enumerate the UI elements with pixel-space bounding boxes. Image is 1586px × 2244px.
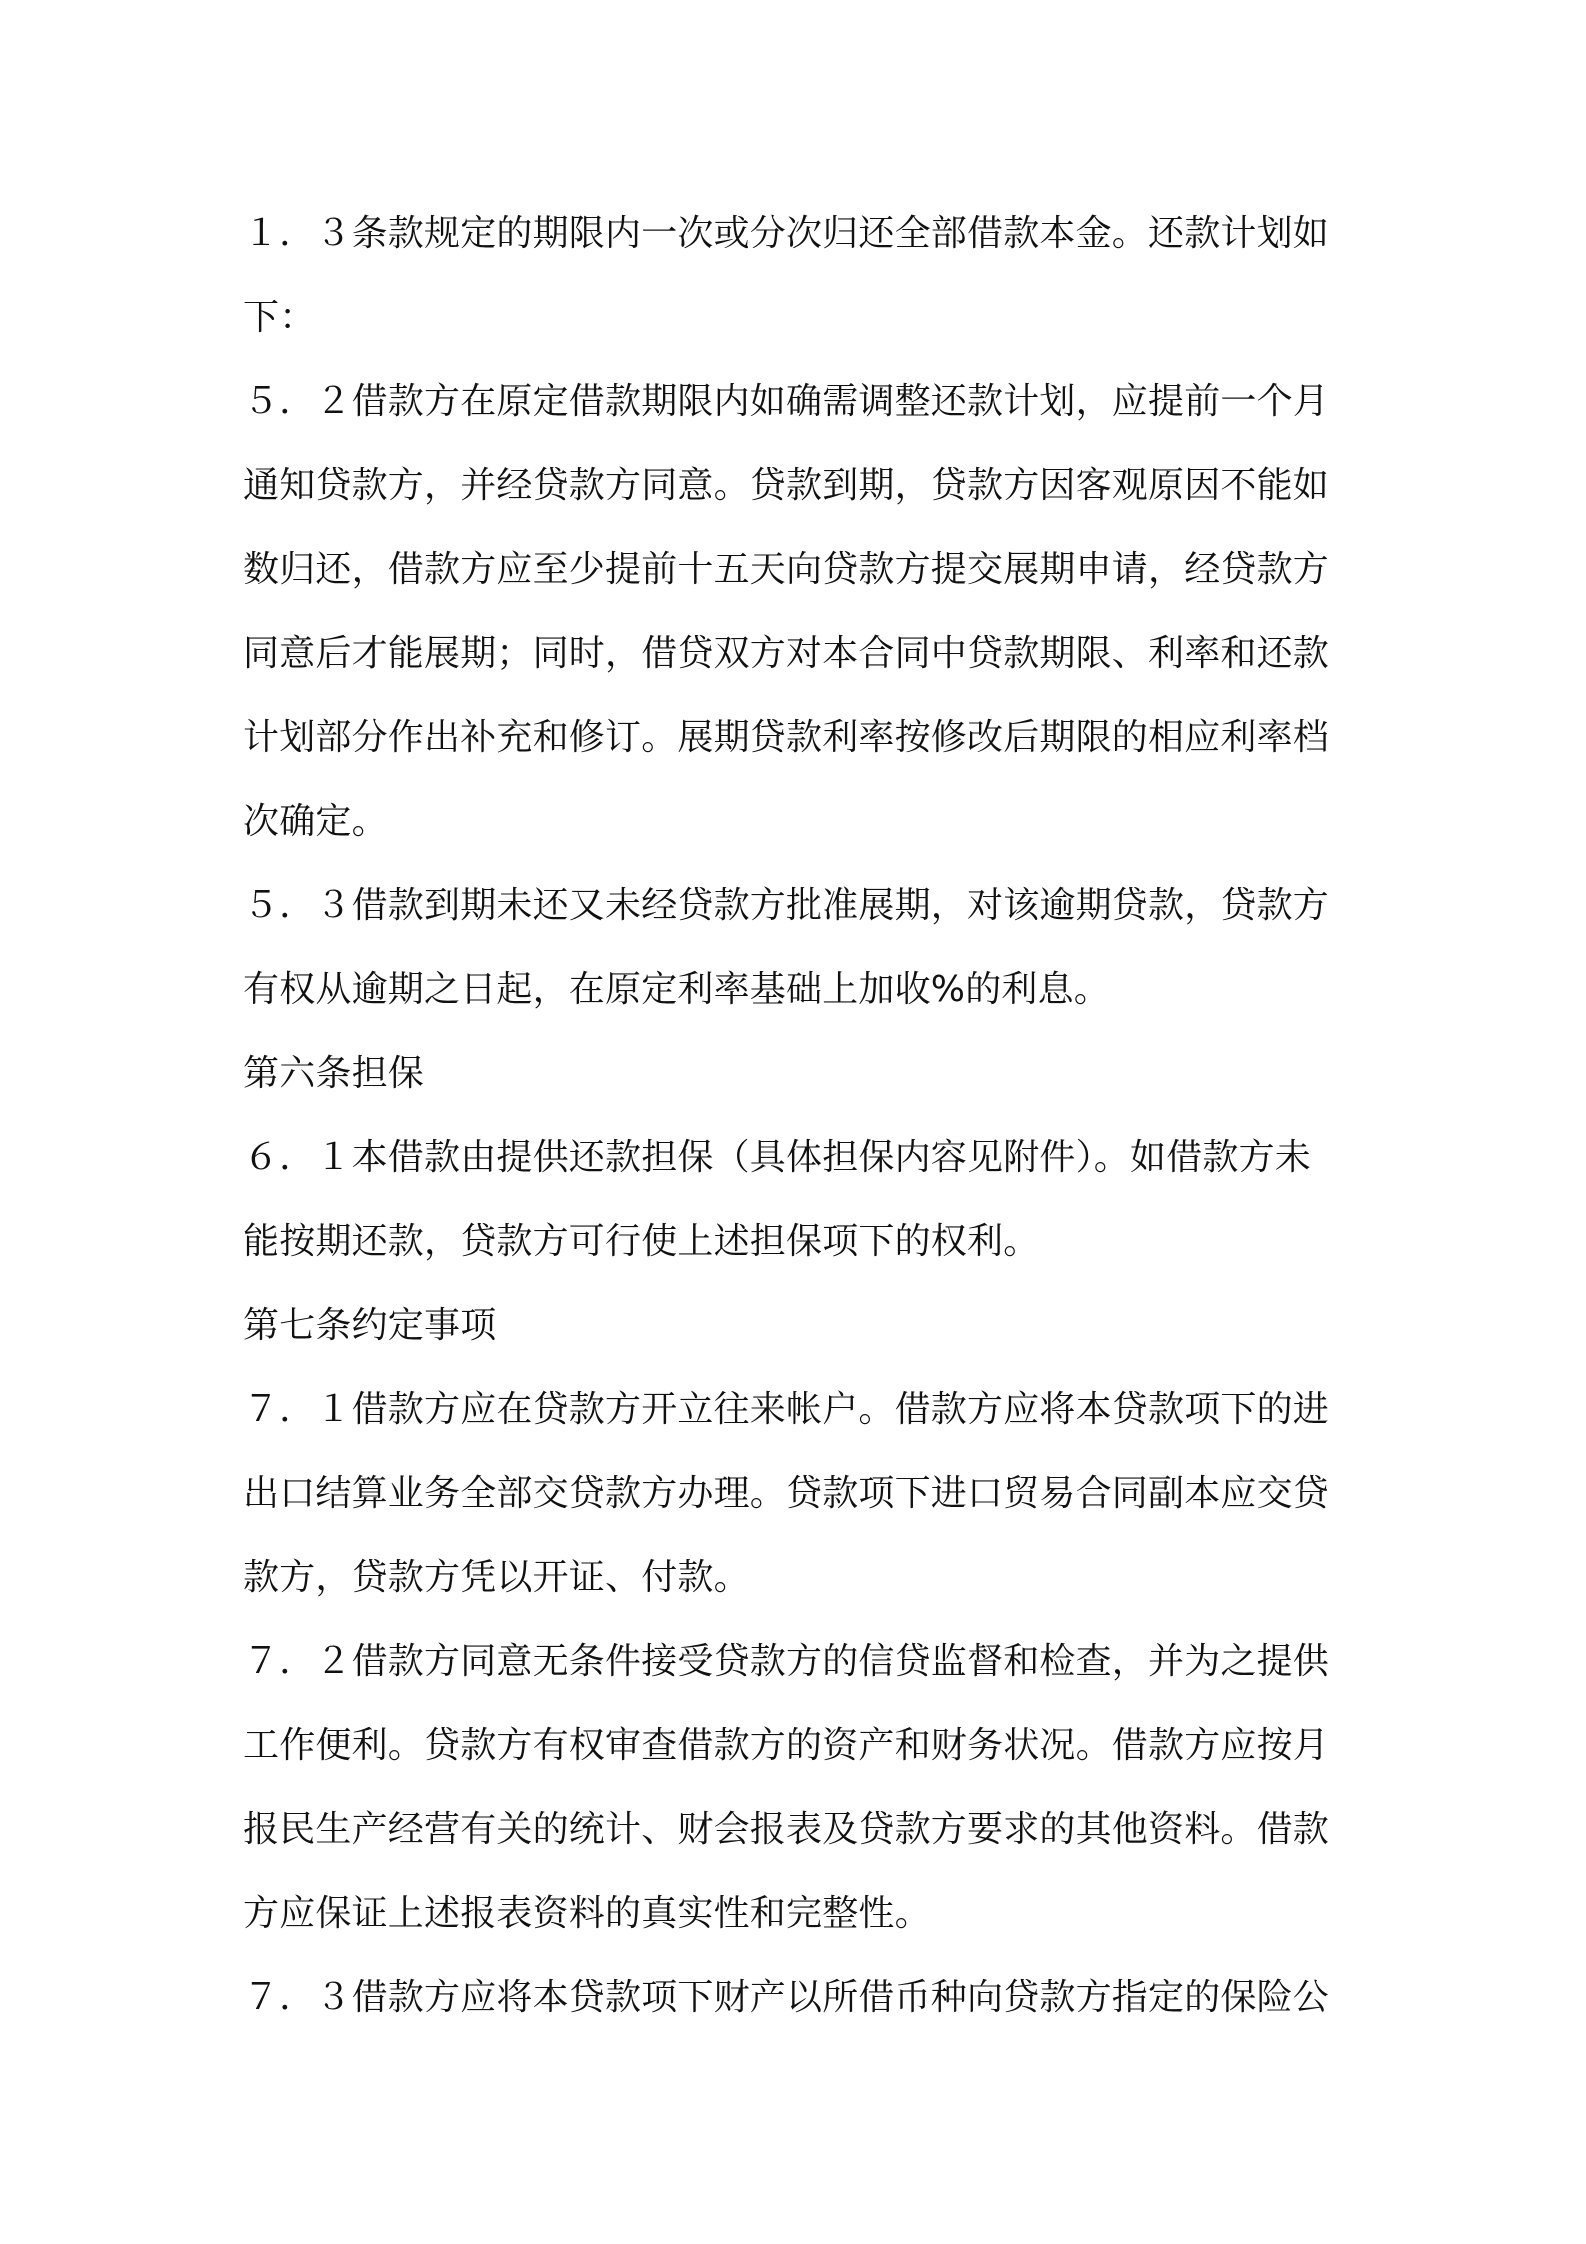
text-line: 计划部分作出补充和修订。展期贷款利率按修改后期限的相应利率档 xyxy=(243,717,1330,758)
text-line: 出口结算业务全部交贷款方办理。贷款项下进口贸易合同副本应交贷 xyxy=(243,1473,1330,1514)
text-line: ６．１本借款由提供还款担保（具体担保内容见附件）。如借款方未 xyxy=(243,1137,1312,1178)
section-heading: 第六条担保 xyxy=(243,1053,425,1094)
text-line: 下： xyxy=(243,297,316,338)
text-line: 能按期还款，贷款方可行使上述担保项下的权利。 xyxy=(243,1221,1040,1262)
text-line: １．３条款规定的期限内一次或分次归还全部借款本金。还款计划如 xyxy=(243,213,1330,254)
text-line: ５．２借款方在原定借款期限内如确需调整还款计划，应提前一个月 xyxy=(243,381,1330,422)
document-body xyxy=(243,192,1363,2040)
text-line: ７．１借款方应在贷款方开立往来帐户。借款方应将本贷款项下的进 xyxy=(243,1389,1330,1430)
text-line: 工作便利。贷款方有权审查借款方的资产和财务状况。借款方应按月 xyxy=(243,1725,1330,1766)
text-line: ７．２借款方同意无条件接受贷款方的信贷监督和检查，并为之提供 xyxy=(243,1641,1330,1682)
text-line: 有权从逾期之日起，在原定利率基础上加收%的利息。 xyxy=(243,969,1111,1010)
text-line: 方应保证上述报表资料的真实性和完整性。 xyxy=(243,1893,931,1934)
text-line: 报民生产经营有关的统计、财会报表及贷款方要求的其他资料。借款 xyxy=(243,1809,1330,1850)
text-line: ５．３借款到期未还又未经贷款方批准展期，对该逾期贷款，贷款方 xyxy=(243,885,1330,926)
text-line: 通知贷款方，并经贷款方同意。贷款到期，贷款方因客观原因不能如 xyxy=(243,465,1330,506)
text-line: ７．３借款方应将本贷款项下财产以所借币种向贷款方指定的保险公 xyxy=(243,1977,1330,2018)
text-line: 次确定。 xyxy=(243,801,388,842)
text-line: 款方，贷款方凭以开证、付款。 xyxy=(243,1557,750,1598)
text-line: 数归还，借款方应至少提前十五天向贷款方提交展期申请，经贷款方 xyxy=(243,549,1330,590)
text-line: 同意后才能展期；同时，借贷双方对本合同中贷款期限、利率和还款 xyxy=(243,633,1330,674)
section-heading: 第七条约定事项 xyxy=(243,1305,497,1346)
